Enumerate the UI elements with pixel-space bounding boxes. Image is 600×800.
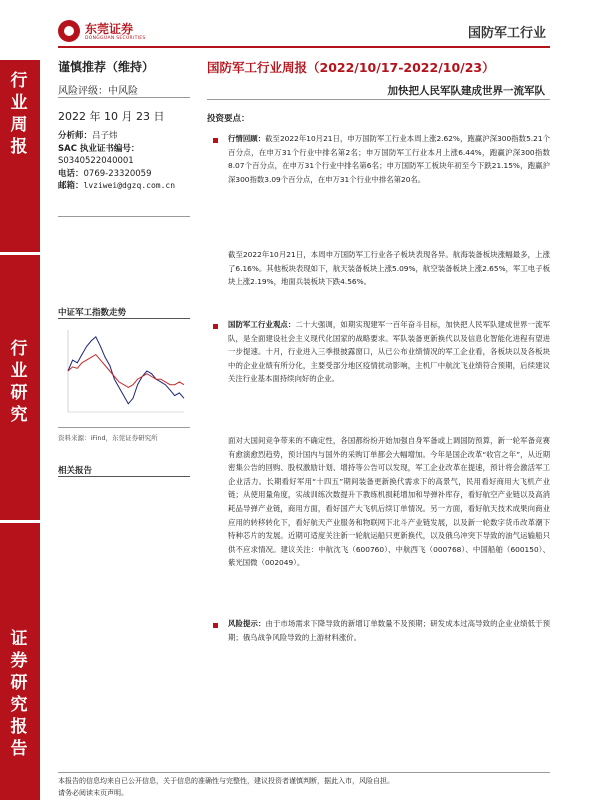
- logo-text-cn: 东莞证券: [85, 22, 134, 36]
- analyst-label: 分析师：: [58, 131, 93, 141]
- analyst-info: [58, 130, 175, 193]
- header-divider: [58, 46, 550, 48]
- divider: [58, 476, 190, 477]
- risk-rating: 风险评级：中风险: [58, 86, 138, 97]
- industry-view-paragraph: [228, 318, 550, 386]
- disclaimer-line: 本报告的信息均来自已公开信息，关于信息的准确性与完整性，建议投资者谨慎判断，据此入市，风险自担。: [58, 777, 394, 785]
- risk-paragraph: [228, 617, 550, 644]
- phone-label: 电话：: [58, 168, 84, 179]
- report-date: 2022 年 10 月 23 日: [58, 110, 165, 123]
- side-label-research: 行业研究: [10, 339, 28, 425]
- side-label-securities: 证券研究报告: [10, 629, 28, 759]
- disclaimer-line: 请务必阅读末页声明。: [58, 789, 128, 797]
- market-review-paragraph: [228, 132, 550, 186]
- series-line-1: [68, 355, 184, 388]
- divider: [58, 318, 190, 319]
- report-subtitle: 加快把人民军队建成世界一流军队: [387, 85, 545, 97]
- logo-text-en: DONGGUAN SECURITIES: [85, 36, 146, 41]
- divider: [207, 99, 550, 100]
- analyst-name: 吕子炜: [92, 131, 118, 141]
- market-review-head: 行情回顾：: [228, 134, 266, 143]
- rating: 谨慎推荐（维持）: [58, 60, 155, 74]
- email[interactable]: lvziwei@dgzq.com.cn: [83, 181, 176, 190]
- bullet-icon: [213, 324, 218, 329]
- risk-head: 风险提示：: [228, 619, 266, 628]
- market-review-text: 截至2022年10月21日，申万国防军工行业本周上涨2.62%，跑赢沪深300指数5.21个百分点，在申万31个行业中排名第2名；申万国防军工行业本月上涨6.44%，跑赢沪深300指数8.07个百分点，在申万31个行业中排名第6名；申万国防军工板块年初至今下跌21.15%，跑赢沪深300指数3.09个百分点，在申万31个行业中排名第20名。: [228, 134, 550, 184]
- related-reports-title: 相关报告: [58, 466, 93, 476]
- side-bar: [0, 60, 40, 800]
- series-line-0: [68, 337, 184, 404]
- sac-number: S0340522040001: [58, 156, 134, 166]
- chart-title: 中证军工指数走势: [58, 308, 127, 318]
- logo-icon: [58, 20, 80, 42]
- industry-view-head: 国防军工行业观点：: [228, 320, 296, 329]
- bullet-icon: [213, 138, 218, 143]
- sac-label: SAC 执业证书编号：: [58, 143, 140, 154]
- sector-paragraph: 截至2022年10月21日，本周申万国防军工行业各子板块表现各异。航海装备板块涨幅最多，上涨了6.16%。其他板块表现如下，航天装备板块上涨5.09%，航空装备板块上涨2.65%，军工电子板块上涨2.19%，地面兵装板块下跌4.56%。: [228, 250, 550, 287]
- disclaimer: [58, 775, 548, 799]
- divider: [58, 97, 190, 98]
- divider: [58, 216, 190, 217]
- side-separator: [0, 520, 40, 523]
- chart-source: 资料来源：iFind，东莞证券研究所: [58, 434, 158, 442]
- phone: 0769-23320059: [83, 168, 152, 179]
- divider: [58, 427, 190, 428]
- key-points-title: 投资要点：: [207, 114, 250, 124]
- email-label: 邮箱：: [58, 181, 84, 191]
- risk-text: 由于市场需求下降导致的新增订单数量不及预期；研发成本过高导致的企业业绩低于预期；俄乌战争风险导致的上游材料涨价。: [228, 619, 550, 642]
- outlook-paragraph: 面对大国间竞争带来的不确定性，各国都纷纷开始加强自身军备或上调国防预算，新一轮军备竞赛有愈演愈烈趋势，预计国内与国外的采购订单都会大幅增加。今年是国企改革“收官之年”，从近期密集公告的回购、股权激励计划、增持等公告可以发现，军工企业改革在提速，预计将会激活军工企业活力。长期看好军用“十四五”期间装备更新换代需求下的高景气，民用看好商用大飞机产业链；从使用量角度，实战训练次数提升下教练机损耗增加和导弹补库存，看好航空产业链以及高消耗品导弹产业链，商用方面，看好国产大飞机后续订单情况。另一方面，看好航天技术成果向商业应用的转移转化下，看好航天产业服务和物联网下北斗产业链发展，以及新一轮数字货币改革潮下特种芯片的发展。近期可适度关注新一轮航运船只更新换代，以及俄乌冲突下导致的油气运输船只供不应求情况。建议关注：中航沈飞（600760）、中航西飞（000768）、中国船舶（600150）、紫光国微（002049）。: [228, 436, 550, 568]
- company-logo: [58, 18, 158, 48]
- side-separator: [0, 252, 40, 255]
- index-chart: [58, 322, 190, 422]
- report-title: 国防军工行业周报（2022/10/17-2022/10/23）: [207, 60, 495, 75]
- side-label-weekly: 行业周报: [10, 71, 28, 157]
- footer-divider: [58, 772, 550, 773]
- bullet-icon: [213, 623, 218, 628]
- industry-header: 国防军工行业: [467, 26, 546, 41]
- industry-view-text: 二十大强调，如期实现建军一百年奋斗目标，加快把人民军队建成世界一流军队，是全面建设社会主义现代化国家的战略要求。军队装备更新换代以及信息化智能化进程有望进一步提速。十月，行业进入三季报披露窗口，从已公布业绩情况的军工企业看，各板块以及各板块中的企业业绩有所分化，主要受部分地区疫情扰动影响，主机厂中航沈飞业绩符合预期，后续建议关注行业基本面持续向好的企业。: [228, 320, 550, 384]
